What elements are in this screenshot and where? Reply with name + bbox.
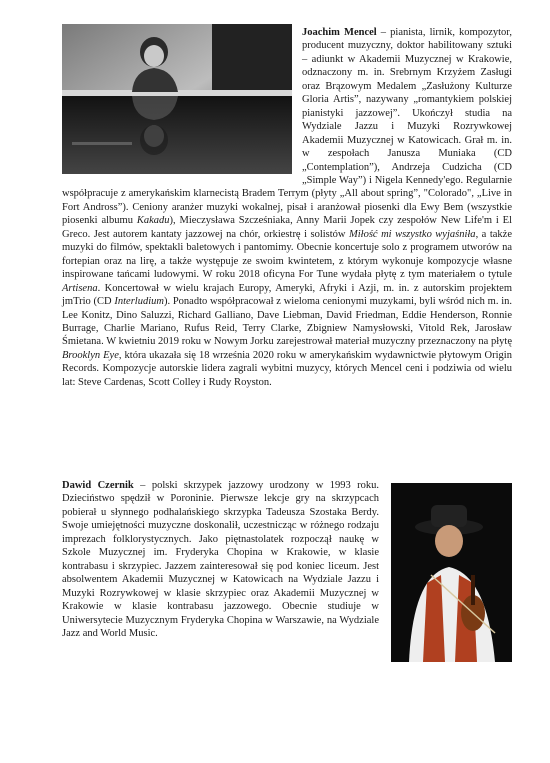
bio-title-italic: Brooklyn Eye — [62, 349, 119, 361]
pianist-photo-image — [62, 24, 292, 174]
bio-title-italic: Artisena — [62, 282, 98, 294]
bio-name: Joachim Mencel — [302, 27, 377, 38]
bio-paragraph-segment: ). Ponadto współpracował z wieloma cenionymi muzykami, byli wśród nich m. in. Lee Konitz, Dino Saluzzi, Richard Galliano, Dave Liebman, David Friedman, Eddie Henderson, Ronnie Burrage, Charlie Mariano, Rufus Reid, Terry Clarke, Zbigniew Namysłowski, Vitold Rek, Jarosław Śmietana. W kwietniu 2019 roku w Nowym Jorku zarejestrował materiał muzyczny przeznaczony na płytę — [62, 296, 512, 348]
bio-title-italic: Interludium — [114, 296, 164, 308]
violinist-photo-image — [391, 483, 512, 662]
bio-paragraph-segment: , a także muzyki do filmów, spektakli baletowych i pantomimy. Obecnie koncertuje solo z programem utworów na fortepian oraz na lirę, a także występuje ze swoim kwintetem, z którym wykonuje kompozycje własne inspirowane tańcami ludowymi. W roku 2018 oficyna For Tune wydała płytę z tym materiałem o tytule — [62, 228, 512, 281]
bio-title-italic: Kakadu — [136, 215, 170, 227]
bio-joachim-mencel — [62, 26, 512, 389]
photo-dawid-czernik — [391, 483, 512, 662]
bio-title-italic: Miłość mi wszystko wyjaśniła — [349, 228, 476, 240]
bio-paragraph-segment: , która ukazała się 18 września 2020 roku w amerykańskim wydawnictwie płytowym Origin Records. Kompozycje autorskie lidera zagrali wybitni muzycy, których Mencel ceni i podziwia od wielu lat: Steve Cardenas, Scott Colley i Rudy Royston. — [62, 349, 512, 388]
bio-paragraph-segment: – polski skrzypek jazzowy urodzony w 1993 roku. Dzieciństwo spędził w Poroninie. Pierwsze lekcje gry na skrzypcach pobierał u słynnego podhalańskiego skrzypka Tadeusza Szostaka Berdy. Swoje umiejętności muzyczne doskonalił, uczestnicząc w różnego rodzaju imprezach folklorystycznych. Jako piętnastolatek rozpoczął naukę w Szkole Muzycznej im. Fryderyka Chopina w Krakowie, w klasie kontrabasu i skrzypiec. Jazzem zainteresował się pod koniec liceum. Jest absolwentem Akademii Muzycznej w Katowicach na Wydziale Jazzu i Muzyki Rozrywkowej w klasie skrzypiec oraz Akademii Muzycznej w Krakowie w klasie kontrabasu jazzowego. Obecnie studiuje w Uniwersytecie Muzycznym Fryderyka Chopina w Warszawie, na Wydziale Jazz and World Music. — [62, 480, 379, 639]
bio-dawid-czernik — [62, 479, 512, 664]
bio-paragraph-segment: . Koncertował w wielu krajach Europy, Ameryki, Afryki i Azji, m. in. z autorskim projektem jmTrio (CD — [62, 282, 512, 308]
bio-paragraph-segment: ), Mieczysława Szcześniaka, Anny Marii Jopek czy zespołów New Life'm i El Greco. Jest autorem kantaty jazzowej na chór, orkiestrę i solistów — [62, 215, 512, 240]
photo-joachim-mencel — [62, 24, 292, 174]
bio-text — [62, 480, 379, 639]
bio-paragraph-segment: – pianista, lirnik, kompozytor, producent muzyczny, doktor habilitowany sztuki – adiunkt w Akademii Muzycznej w Krakowie, odznaczony m. in. Srebrnym Krzyżem Zasługi oraz Brązowym Medalem „Zasłużony Kulturze Gloria Artis”, nazywany „romantykiem polskiej pianistyki jazzowej”. Ukończył studia na Wydziale Jazzu i Muzyki Rozrywkowej Akademii Muzycznej w Katowicach. Grał m. in. w zespołach Janusza Muniaka (CD „Contemplation”), Andrzeja Cudzicha (CD „Simple Way”) i Nigela Kennedy'ego. Regularnie współpracuje z amerykańskim klarnecistą Bradem Terrym (płyty „All about spring”, "Colorado", „Live in Fort Andross”). Ceniony aranżer muzyki wokalnej, pisał i aranżował piosenki dla Ewy Bem (wszystkie piosenki albumu — [62, 27, 513, 227]
bio-name: Dawid Czernik — [62, 480, 134, 491]
